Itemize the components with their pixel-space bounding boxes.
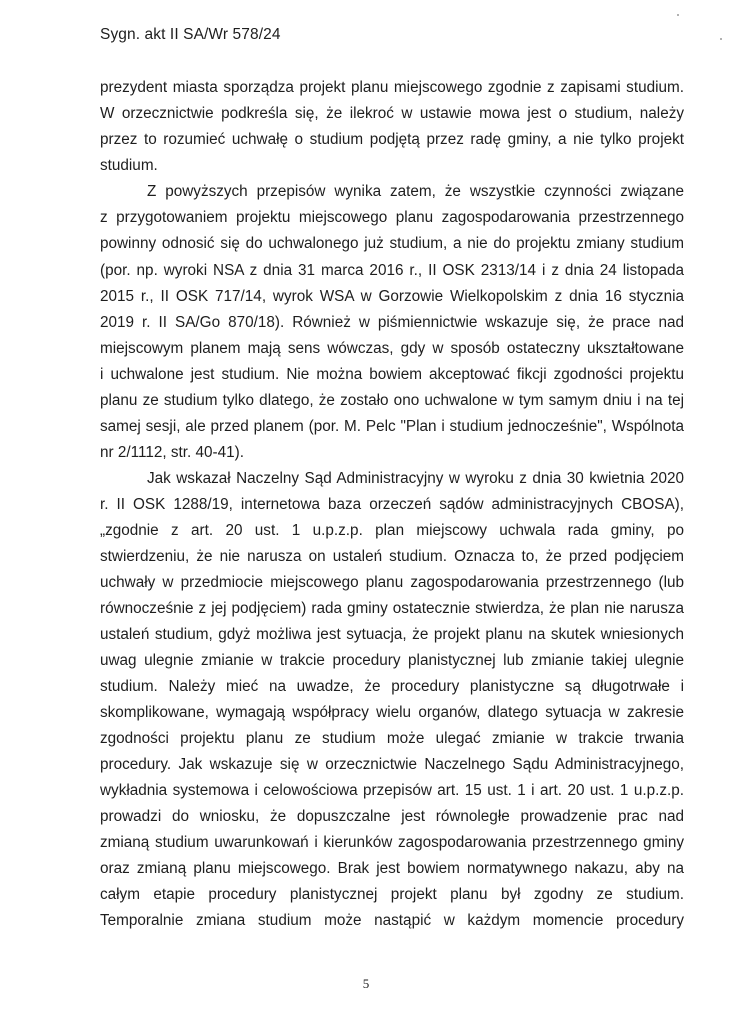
text-line: samej sesji, ale przed planem (por. M. Pelc "Plan i studium jednocześnie", Wspólnota	[100, 418, 684, 435]
text-line: miejscowym planem mają sens wówczas, gdy w sposób ostateczny ukształtowane	[100, 340, 684, 357]
text-line: oraz zmianą planu miejscowego. Brak jest bowiem normatywnego nakazu, aby na	[100, 860, 684, 877]
text-line: ustaleń studium, gdyż możliwa jest sytuacja, że projekt planu na skutek wniesionych	[100, 626, 684, 643]
text-line: studium.	[100, 157, 158, 174]
text-line: 2019 r. II SA/Go 870/18). Również w piśmiennictwie wskazuje się, że prace nad	[100, 314, 684, 331]
text-line: prowadzi do wniosku, że dopuszczalne jest równoległe prowadzenie prac nad	[100, 808, 684, 825]
scan-speck	[720, 38, 722, 40]
text-line: powinny odnosić się do uchwalonego już studium, a nie do projektu zmiany studium	[100, 235, 684, 252]
text-line: „zgodnie z art. 20 ust. 1 u.p.z.p. plan miejscowy uchwala rada gminy, po	[100, 522, 684, 539]
text-line: zgodności projektu planu ze studium może ulegać zmianie w trakcie trwania	[100, 730, 684, 747]
text-line: (por. np. wyroki NSA z dnia 31 marca 2016 r., II OSK 2313/14 i z dnia 24 listopada	[100, 262, 684, 279]
text-line: procedury. Jak wskazuje się w orzecznictwie Naczelnego Sądu Administracyjnego,	[100, 756, 684, 773]
text-line: równocześnie z jej podjęciem) rada gminy ostatecznie stwierdza, że plan nie narusza	[100, 600, 684, 617]
text-line: Jak wskazał Naczelny Sąd Administracyjny w wyroku z dnia 30 kwietnia 2020	[147, 470, 684, 487]
text-line: stwierdzeniu, że nie narusza on ustaleń studium. Oznacza to, że przed podjęciem	[100, 548, 684, 565]
page-number: 5	[362, 976, 370, 991]
text-line: planu ze studium tylko dlatego, że zostało ono uchwalone w tym samym dniu i na tej	[100, 392, 684, 409]
text-line: Temporalnie zmiana studium może nastąpić w każdym momencie procedury	[100, 912, 684, 929]
text-line: całym etapie procedury planistycznej projekt planu był zgodny ze studium.	[100, 886, 684, 903]
text-line: 2015 r., II OSK 717/14, wyrok WSA w Gorzowie Wielkopolskim z dnia 16 stycznia	[100, 288, 684, 305]
text-line: z przygotowaniem projektu miejscowego planu zagospodarowania przestrzennego	[100, 209, 684, 226]
text-line: skomplikowane, wymagają współpracy wielu organów, dlatego sytuacja w zakresie	[100, 704, 684, 721]
case-signature: Sygn. akt II SA/Wr 578/24	[100, 26, 281, 43]
text-line: i uchwalone jest studium. Nie można bowiem akceptować fikcji zgodności projektu	[100, 366, 684, 383]
text-line: przez to rozumieć uchwałę o studium podjętą przez radę gminy, a nie tylko projekt	[100, 131, 684, 148]
scan-speck	[677, 14, 679, 16]
text-line: r. II OSK 1288/19, internetowa baza orzeczeń sądów administracyjnych CBOSA),	[100, 496, 684, 513]
text-line: W orzecznictwie podkreśla się, że ilekroć w ustawie mowa jest o studium, należy	[100, 105, 684, 122]
text-line: uwag ulegnie zmianie w trakcie procedury planistycznej lub zmianie takiej ulegnie	[100, 652, 684, 669]
text-line: uchwały w przedmiocie miejscowego planu zagospodarowania przestrzennego (lub	[100, 574, 684, 591]
text-line: prezydent miasta sporządza projekt planu miejscowego zgodnie z zapisami studium.	[100, 79, 684, 96]
text-line: zmianą studium uwarunkowań i kierunków zagospodarowania przestrzennego gminy	[100, 834, 684, 851]
text-line: nr 2/1112, str. 40-41).	[100, 444, 244, 461]
text-line: Z powyższych przepisów wynika zatem, że wszystkie czynności związane	[147, 183, 684, 200]
text-line: studium. Należy mieć na uwadze, że procedury planistyczne są długotrwałe i	[100, 678, 684, 695]
text-line: wykładnia systemowa i celowościowa przepisów art. 15 ust. 1 i art. 20 ust. 1 u.p.z.p.	[100, 782, 684, 799]
